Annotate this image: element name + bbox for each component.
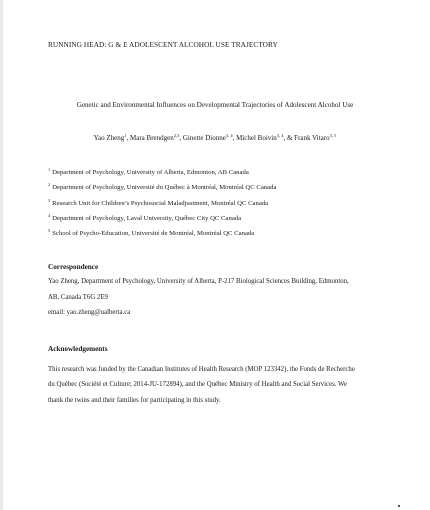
acknowledgements-line: thank the twins and their families for participating in this study.: [48, 397, 221, 404]
affiliation-item: [48, 164, 276, 179]
paper-title: Genetic and Environmental Influences on Developmental Trajectories of Adolescent Alcohol Use: [76, 101, 354, 109]
author: [94, 134, 130, 142]
author-list: [0, 133, 430, 142]
author: [294, 134, 336, 142]
author-name: Yao Zheng: [93, 134, 125, 142]
author-separator: ,: [232, 134, 237, 142]
affiliation-item: [48, 225, 276, 240]
acknowledgements-line: This research was funded by the Canadian Institutes of Health Research (MOP 123342), the Fonds de Recherche: [48, 366, 355, 373]
affiliation-number: 5: [48, 228, 51, 234]
author-name: Michel Boivin: [236, 134, 277, 142]
affiliation-text: School of Psycho-Education, Université de Montréal, Montréal QC Canada: [52, 230, 255, 238]
author: [130, 134, 183, 142]
correspondence-heading: Correspondence: [48, 263, 99, 271]
running-head: RUNNING HEAD: G & E ADOLESCENT ALCOHOL USE TRAJECTORY: [48, 40, 278, 49]
affiliation-number: 2: [48, 182, 51, 188]
affiliation-text: Research Unit for Children’s Psychosocial Maladjustment, Montréal QC Canada: [52, 199, 269, 207]
affiliation-text: Department of Psychology, Université du Québec à Montréal, Montréal QC Canada: [52, 184, 277, 192]
affiliation-item: [48, 195, 276, 210]
affiliation-number: 1: [48, 167, 51, 172]
affiliation-item: [48, 179, 276, 194]
author-name: Frank Vitaro: [294, 134, 330, 142]
author: [236, 134, 294, 142]
author-separator: ,: [179, 134, 183, 142]
acknowledgements-line: du Québec (Société et Culture; 2014-JU-172894), and the Québec Ministry of Health and Social Services. We: [48, 381, 347, 388]
acknowledgements-heading: Acknowledgements: [48, 345, 108, 353]
author-name: Ginette Dionne: [182, 134, 226, 142]
author-affiliation-marker: 3, 4: [225, 133, 233, 138]
page-corner-mark: [398, 505, 400, 507]
correspondence-address-line: AB, Canada T6G 2E9: [48, 294, 108, 301]
affiliation-list: [48, 164, 276, 240]
affiliation-text: Department of Psychology, Laval University, Québec City QC Canada: [52, 214, 242, 222]
author-separator: , &: [283, 134, 295, 142]
affiliation-item: [48, 210, 276, 225]
author-affiliation-marker: 1: [124, 133, 127, 138]
correspondence-email: email: yao.zheng@ualberta.ca: [48, 309, 131, 316]
author-affiliation-marker: 2,3: [173, 133, 180, 138]
affiliation-number: 3: [48, 197, 51, 203]
affiliation-number: 4: [48, 212, 51, 218]
author-affiliation-marker: 3, 5: [329, 133, 337, 138]
page-left-edge: [0, 0, 3, 510]
author-affiliation-marker: 3, 4: [276, 133, 284, 138]
author: [183, 134, 236, 142]
author-name: Mara Brendgen: [130, 134, 174, 142]
affiliation-text: Department of Psychology, University of Alberta, Edmonton, AB Canada: [52, 169, 249, 176]
author-separator: ,: [126, 134, 130, 142]
correspondence-address-line: Yao Zheng, Department of Psychology, University of Alberta, P-217 Biological Sciences Building, Edmonton,: [48, 278, 349, 285]
